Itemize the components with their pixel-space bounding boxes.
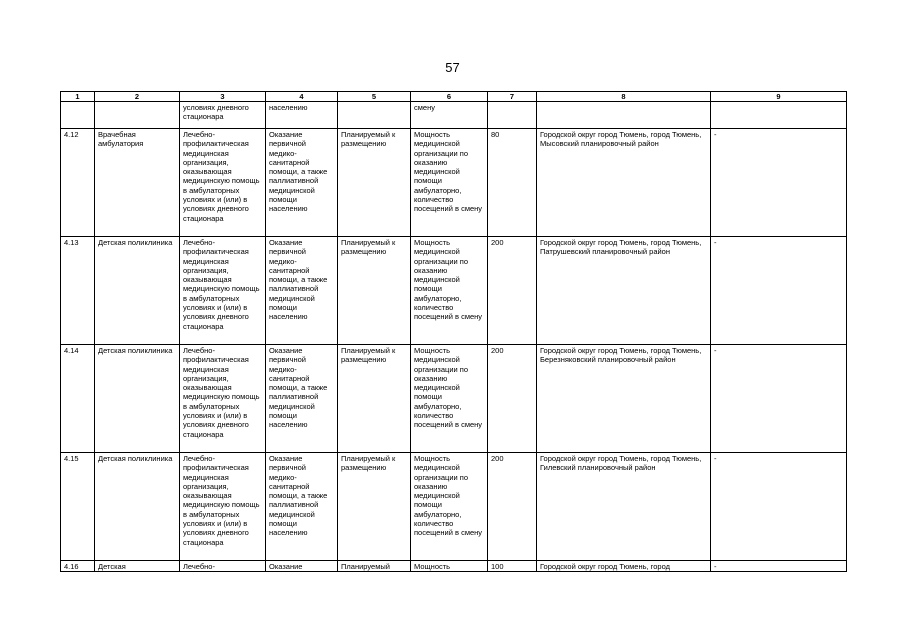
column-header: 9 <box>711 92 847 102</box>
column-header: 6 <box>411 92 488 102</box>
page-number: 57 <box>445 60 460 75</box>
cell-name: Детская поликлиника <box>95 345 180 453</box>
cell-number <box>61 102 95 129</box>
cell-type: Лечебно-профилактическая медицинская организация, оказывающая медицинскую помощь в амбулаторных условиях и (или) в условиях дневного стационара <box>180 453 266 561</box>
cell-note <box>711 102 847 129</box>
cell-location <box>537 102 711 129</box>
cell-location: Городской округ город Тюмень, город Тюмень, Березняковский планировочный район <box>537 345 711 453</box>
column-header: 4 <box>266 92 338 102</box>
cell-value: 80 <box>488 129 537 237</box>
cell-location: Городской округ город Тюмень, город Тюмень, Гилевский планировочный район <box>537 453 711 561</box>
cell-name: Врачебная амбулатория <box>95 129 180 237</box>
header-row <box>61 92 847 102</box>
cell-status: Планируемый к размещению <box>338 129 411 237</box>
cell-status <box>338 102 411 129</box>
cell-name: Детская <box>95 561 180 572</box>
cell-status: Планируемый к размещению <box>338 453 411 561</box>
cell-type: Лечебно-профилактическая медицинская организация, оказывающая медицинскую помощь в амбулаторных условиях и (или) в условиях дневного стационара <box>180 237 266 345</box>
cell-value: 200 <box>488 237 537 345</box>
table-row <box>61 561 847 572</box>
cell-purpose: Оказание первичной медико-санитарной помощи, а также паллиативной медицинской помощи населению <box>266 129 338 237</box>
cell-value: 100 <box>488 561 537 572</box>
column-header: 3 <box>180 92 266 102</box>
cell-value <box>488 102 537 129</box>
cell-capacity: Мощность медицинской организации по оказанию медицинской помощи амбулаторно, количество посещений в смену <box>411 129 488 237</box>
cell-location: Городской округ город Тюмень, город <box>537 561 711 572</box>
table-row <box>61 345 847 453</box>
cell-number: 4.16 <box>61 561 95 572</box>
cell-location: Городской округ город Тюмень, город Тюмень, Мысовский планировочный район <box>537 129 711 237</box>
cell-purpose: Оказание <box>266 561 338 572</box>
cell-capacity: Мощность медицинской организации по оказанию медицинской помощи амбулаторно, количество посещений в смену <box>411 453 488 561</box>
cell-note: - <box>711 237 847 345</box>
cell-capacity: Мощность медицинской организации по оказанию медицинской помощи амбулаторно, количество посещений в смену <box>411 237 488 345</box>
cell-status: Планируемый <box>338 561 411 572</box>
cell-number: 4.15 <box>61 453 95 561</box>
column-header: 8 <box>537 92 711 102</box>
column-header: 7 <box>488 92 537 102</box>
cell-note: - <box>711 561 847 572</box>
cell-value: 200 <box>488 453 537 561</box>
column-header: 2 <box>95 92 180 102</box>
table-row <box>61 237 847 345</box>
table-row <box>61 129 847 237</box>
cell-location: Городской округ город Тюмень, город Тюмень, Патрушевский планировочный район <box>537 237 711 345</box>
cell-name: Детская поликлиника <box>95 453 180 561</box>
column-header: 1 <box>61 92 95 102</box>
facilities-table <box>60 91 847 572</box>
cell-type: Лечебно-профилактическая медицинская организация, оказывающая медицинскую помощь в амбулаторных условиях и (или) в условиях дневного стационара <box>180 129 266 237</box>
cell-number: 4.13 <box>61 237 95 345</box>
cell-name: Детская поликлиника <box>95 237 180 345</box>
cell-capacity: смену <box>411 102 488 129</box>
cell-name <box>95 102 180 129</box>
cell-status: Планируемый к размещению <box>338 237 411 345</box>
cell-number: 4.12 <box>61 129 95 237</box>
cell-capacity: Мощность <box>411 561 488 572</box>
cell-capacity: Мощность медицинской организации по оказанию медицинской помощи амбулаторно, количество посещений в смену <box>411 345 488 453</box>
cell-purpose: Оказание первичной медико-санитарной помощи, а также паллиативной медицинской помощи населению <box>266 453 338 561</box>
table-row <box>61 453 847 561</box>
table-row <box>61 102 847 129</box>
cell-type: Лечебно-профилактическая медицинская организация, оказывающая медицинскую помощь в амбулаторных условиях и (или) в условиях дневного стационара <box>180 345 266 453</box>
cell-type: Лечебно- <box>180 561 266 572</box>
cell-purpose: Оказание первичной медико-санитарной помощи, а также паллиативной медицинской помощи населению <box>266 345 338 453</box>
cell-note: - <box>711 453 847 561</box>
cell-note: - <box>711 129 847 237</box>
cell-status: Планируемый к размещению <box>338 345 411 453</box>
cell-value: 200 <box>488 345 537 453</box>
cell-number: 4.14 <box>61 345 95 453</box>
cell-purpose: Оказание первичной медико-санитарной помощи, а также паллиативной медицинской помощи населению <box>266 237 338 345</box>
cell-note: - <box>711 345 847 453</box>
cell-type: условиях дневного стационара <box>180 102 266 129</box>
column-header: 5 <box>338 92 411 102</box>
cell-purpose: населению <box>266 102 338 129</box>
